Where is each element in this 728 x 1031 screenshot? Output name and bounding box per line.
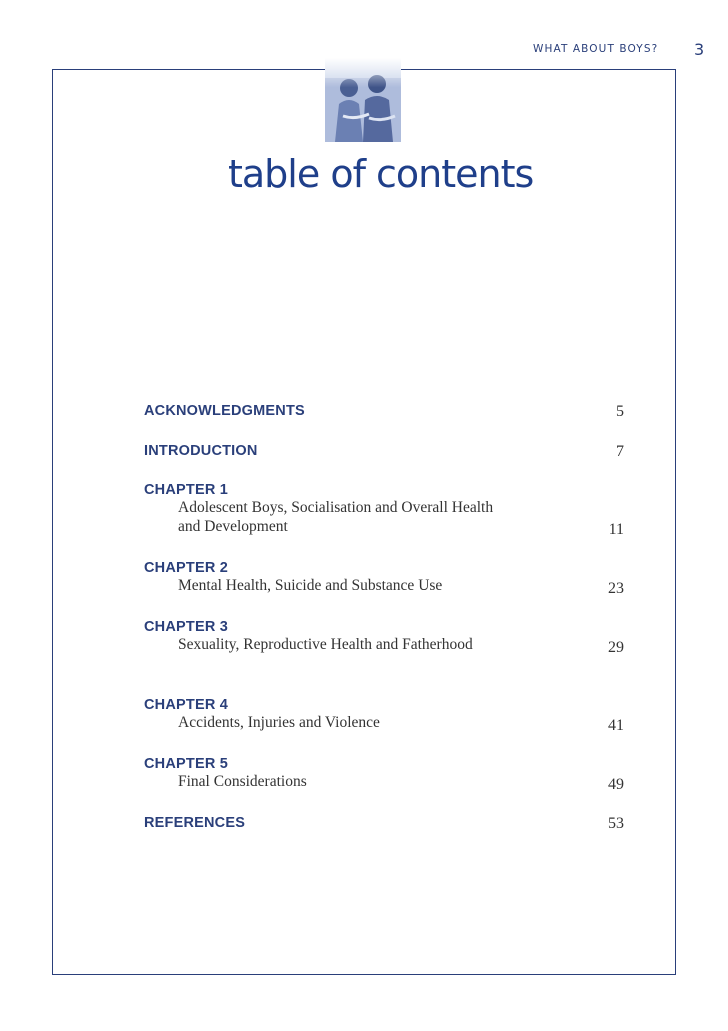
toc-entry-introduction[interactable] — [144, 443, 624, 459]
toc-heading: CHAPTER 3 — [144, 619, 228, 635]
running-header: WHAT ABOUT BOYS? — [533, 43, 659, 55]
toc-page-number: 49 — [608, 776, 624, 793]
toc-chapter-title: Sexuality, Reproductive Health and Fatherhood — [178, 636, 473, 653]
page-title: table of contents — [228, 152, 534, 196]
toc-chapter-title: Final Considerations — [178, 773, 307, 790]
toc-heading: CHAPTER 5 — [144, 756, 228, 772]
toc-heading: CHAPTER 2 — [144, 560, 228, 576]
toc-chapter-title: Mental Health, Suicide and Substance Use — [178, 577, 443, 594]
toc-entry-chapter-4[interactable] — [144, 697, 624, 732]
toc-page-number: 41 — [608, 717, 624, 734]
toc-heading: ACKNOWLEDGMENTS — [144, 403, 305, 419]
toc-entry-chapter-5[interactable] — [144, 756, 624, 791]
toc-page-number: 29 — [608, 639, 624, 656]
toc-page-number: 23 — [608, 580, 624, 597]
toc-heading: CHAPTER 1 — [144, 482, 228, 498]
toc-chapter-title: Accidents, Injuries and Violence — [178, 714, 380, 731]
toc-entry-chapter-3[interactable] — [144, 619, 624, 654]
toc-entry-chapter-1[interactable] — [144, 482, 624, 536]
toc-heading: REFERENCES — [144, 815, 246, 831]
page-number: 3 — [694, 40, 705, 59]
toc-entry-acknowledgments[interactable] — [144, 403, 624, 419]
toc-page-number: 7 — [616, 443, 624, 460]
toc-heading: CHAPTER 4 — [144, 697, 228, 713]
toc-entry-references[interactable] — [144, 815, 624, 831]
toc-entry-chapter-2[interactable] — [144, 560, 624, 595]
toc-page-number: 5 — [616, 403, 624, 420]
header-photo — [325, 58, 401, 142]
toc-page-number: 11 — [608, 521, 624, 538]
toc-chapter-title-cont: and Development — [178, 518, 288, 535]
toc-heading: INTRODUCTION — [144, 443, 258, 459]
toc-page-number: 53 — [608, 815, 624, 832]
toc-chapter-title: Adolescent Boys, Socialisation and Overall Health — [178, 499, 494, 516]
